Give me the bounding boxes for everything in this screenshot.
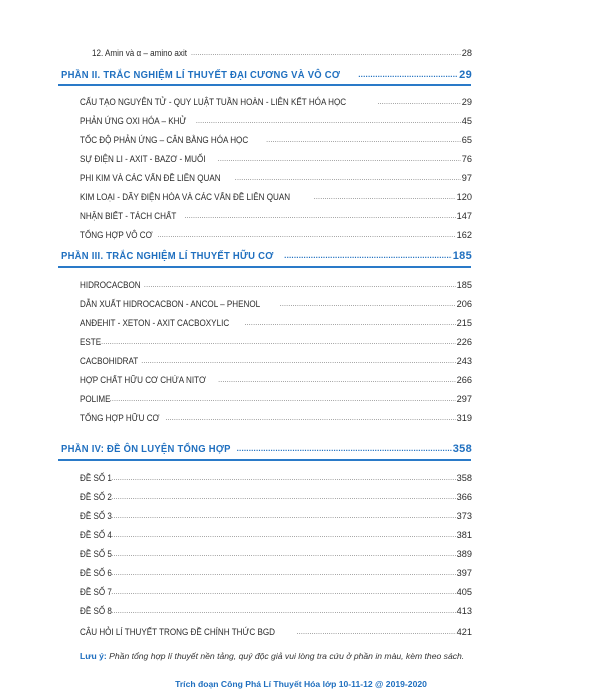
toc-item-page: 297 [456, 394, 472, 404]
toc-item[interactable] [80, 318, 472, 328]
toc-item-page: 206 [456, 299, 472, 309]
toc-item-label: ĐỀ SỐ 6 [80, 568, 112, 578]
toc-item[interactable] [80, 473, 472, 483]
toc-item-label: SỰ ĐIỆN LI - AXIT - BAZƠ - MUỐI [80, 154, 206, 164]
leader-dots [377, 99, 460, 106]
toc-item[interactable] [80, 530, 472, 540]
toc-item-label: CẤU TẠO NGUYÊN TỬ - QUY LUẬT TUẦN HOÀN - LIÊN KẾT HÓA HỌC [80, 97, 347, 107]
leader-dots [218, 156, 461, 163]
leader-dots [284, 251, 452, 260]
toc-item-label: ĐỀ SỐ 8 [80, 606, 112, 616]
leader-dots [184, 213, 455, 220]
toc-item[interactable] [80, 356, 472, 366]
toc-item-page: 45 [461, 116, 472, 126]
toc-item-label: NHẬN BIẾT - TÁCH CHẤT [80, 211, 177, 221]
toc-item-label: KIM LOẠI - DÃY ĐIỆN HÓA VÀ CÁC VẤN ĐỀ LIÊN QUAN [80, 192, 291, 202]
leader-dots [111, 570, 455, 577]
leader-dots [245, 320, 456, 327]
toc-item-label: ANĐEHIT - XETON - AXIT CACBOXYLIC [80, 318, 230, 328]
toc-item-label: PHẢN ỨNG OXI HÓA – KHỬ [80, 116, 187, 126]
note-text: Phần tổng hợp lí thuyết nền tảng, quý độc giả vui lòng tra cứu ở phần in màu, kèm theo sách. [106, 651, 465, 661]
leader-dots [196, 118, 461, 125]
toc-item[interactable] [80, 299, 472, 309]
toc-item-label: PHI KIM VÀ CÁC VẤN ĐỀ LIÊN QUAN [80, 173, 221, 183]
leader-dots [99, 339, 456, 346]
toc-item[interactable] [80, 394, 472, 404]
leader-dots [111, 494, 455, 501]
leader-dots [314, 194, 456, 201]
toc-item[interactable] [80, 413, 472, 423]
toc-item[interactable] [80, 192, 472, 202]
toc-item[interactable] [80, 173, 472, 183]
toc-item-page: 226 [456, 337, 472, 347]
section-underline [58, 84, 471, 86]
leader-dots [111, 551, 455, 558]
note-label: Lưu ý: [80, 651, 107, 661]
toc-item-page: 120 [456, 192, 472, 202]
toc-item-label: ĐỀ SỐ 2 [80, 492, 112, 502]
toc-item-page: 397 [456, 568, 472, 578]
toc-item-label: CÂU HỎI LÍ THUYẾT TRONG ĐỀ CHÍNH THỨC BGD [80, 627, 275, 637]
toc-item[interactable] [80, 116, 472, 126]
section-page: 358 [452, 443, 472, 455]
toc-item-label: ĐỀ SỐ 7 [80, 587, 112, 597]
toc-item[interactable] [80, 280, 472, 290]
toc-item[interactable] [80, 154, 472, 164]
toc-item[interactable] [80, 375, 472, 385]
toc-item-label: POLIME [80, 394, 111, 404]
toc-item-label: ĐỀ SỐ 5 [80, 549, 112, 559]
leader-dots [266, 137, 461, 144]
leader-dots [235, 175, 461, 182]
section-header-part-4[interactable] [61, 443, 472, 460]
toc-item-page: 147 [456, 211, 472, 221]
toc-item-label: ĐỀ SỐ 4 [80, 530, 112, 540]
toc-item-label: ESTE [80, 337, 102, 347]
leader-dots [165, 415, 455, 422]
leader-dots [111, 475, 455, 482]
toc-item-label: DẪN XUẤT HIDROCACBON - ANCOL – PHENOL [80, 299, 261, 309]
toc-item-page: 76 [461, 154, 472, 164]
toc-item-page: 373 [456, 511, 472, 521]
section-underline [58, 459, 471, 461]
toc-item-label: TỔNG HỢP HỮU CƠ [80, 413, 160, 423]
toc-item-label: HIDROCACBON [80, 280, 141, 290]
toc-item-page: 65 [461, 135, 472, 145]
toc-item[interactable] [80, 606, 472, 616]
toc-item-page: 215 [456, 318, 472, 328]
toc-item-page: 185 [456, 280, 472, 290]
section-title: PHẦN II. TRẮC NGHIỆM LÍ THUYẾT ĐẠI CƯƠNG VÀ VÔ CƠ [61, 69, 341, 81]
toc-item-page: 162 [456, 230, 472, 240]
toc-item-page: 381 [456, 530, 472, 540]
toc-item[interactable] [80, 211, 472, 221]
leader-dots [237, 444, 452, 453]
toc-item-label: TỔNG HỢP VÔ CƠ [80, 230, 153, 240]
leader-dots [358, 70, 458, 79]
section-title: PHẦN III. TRẮC NGHIỆM LÍ THUYẾT HỮU CƠ [61, 250, 274, 262]
toc-item-label: 12. Amin và α – amino axit [92, 48, 188, 58]
toc-item[interactable] [80, 587, 472, 597]
toc-item-label: CACBOHIDRAT [80, 356, 139, 366]
toc-item[interactable] [80, 627, 472, 637]
toc-item-page: 319 [456, 413, 472, 423]
leader-dots [144, 282, 456, 289]
leader-dots [111, 589, 455, 596]
leader-dots [110, 396, 456, 403]
note [80, 651, 464, 661]
toc-item-label: ĐỀ SỐ 1 [80, 473, 112, 483]
toc-item-page: 358 [456, 473, 472, 483]
toc-item-page: 29 [461, 97, 472, 107]
leader-dots [157, 232, 455, 239]
toc-item-page: 28 [461, 48, 472, 58]
leader-dots [141, 358, 455, 365]
leader-dots [111, 608, 455, 615]
toc-item-page: 266 [456, 375, 472, 385]
section-header-part-3[interactable] [61, 250, 472, 267]
toc-item-page: 421 [456, 627, 472, 637]
leader-dots [111, 532, 455, 539]
section-underline [58, 266, 471, 268]
toc-item-page: 366 [456, 492, 472, 502]
toc-item-page: 413 [456, 606, 472, 616]
toc-item[interactable] [80, 337, 472, 347]
toc-item[interactable] [80, 568, 472, 578]
toc-item[interactable] [80, 492, 472, 502]
section-title: PHẦN IV: ĐỀ ÔN LUYỆN TỔNG HỢP [61, 443, 231, 455]
toc-item-page: 389 [456, 549, 472, 559]
leader-dots [111, 513, 455, 520]
leader-dots [280, 301, 456, 308]
toc-item-label: TỐC ĐỘ PHẢN ỨNG – CÂN BẰNG HÓA HỌC [80, 135, 249, 145]
toc-item[interactable] [80, 511, 472, 521]
section-page: 29 [459, 69, 472, 81]
leader-dots [297, 629, 456, 636]
toc-item-page: 97 [461, 173, 472, 183]
toc-item[interactable] [80, 230, 472, 240]
toc-item[interactable] [92, 48, 472, 58]
leader-dots [218, 377, 456, 384]
toc-item-page: 405 [456, 587, 472, 597]
toc-item-label: ĐỀ SỐ 3 [80, 511, 112, 521]
toc-item-label: HỢP CHẤT HỮU CƠ CHỨA NITƠ [80, 375, 206, 385]
page-footer: Trích đoạn Công Phá Lí Thuyết Hóa lớp 10-11-12 @ 2019-2020 [175, 679, 427, 689]
toc-item[interactable] [80, 549, 472, 559]
toc-item[interactable] [80, 97, 472, 107]
leader-dots [191, 50, 461, 57]
section-page: 185 [452, 250, 472, 262]
toc-item[interactable] [80, 135, 472, 145]
toc-item-page: 243 [456, 356, 472, 366]
